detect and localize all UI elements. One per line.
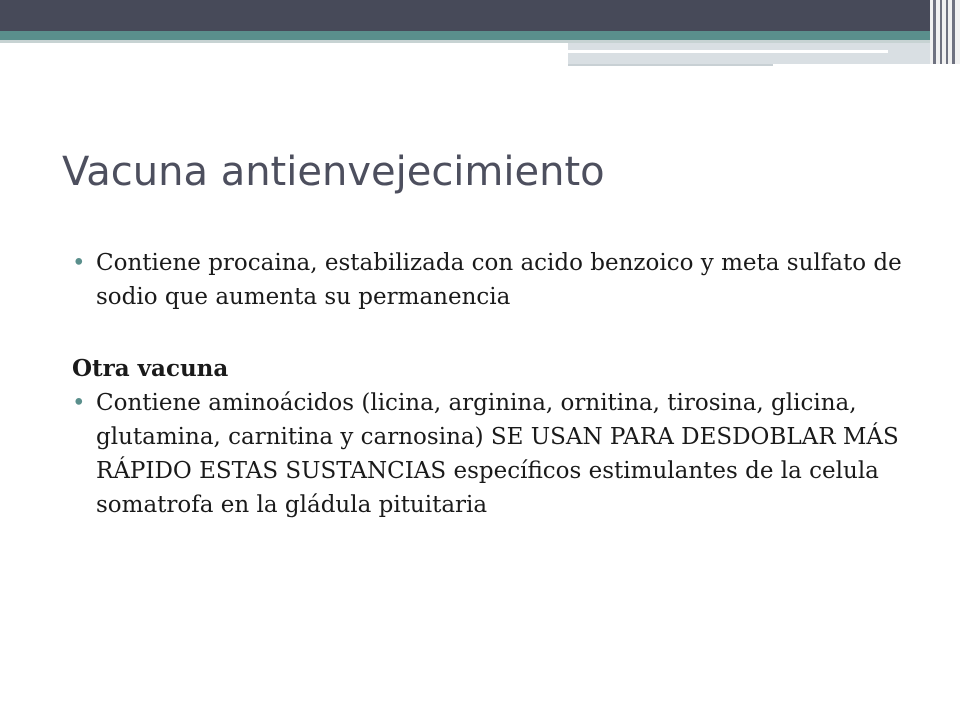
bullet-item bbox=[72, 246, 912, 314]
header-vertical-line bbox=[952, 0, 955, 64]
header-accent-block bbox=[568, 43, 930, 64]
slide-title: Vacuna antienvejecimiento bbox=[62, 149, 605, 195]
bullet-item bbox=[72, 386, 912, 522]
bullet-icon: • bbox=[72, 390, 86, 416]
header-teal-band bbox=[0, 31, 930, 40]
header-vertical-line bbox=[946, 0, 948, 64]
bullet-icon: • bbox=[72, 250, 86, 276]
bullet-text: Contiene procaina, estabilizada con acido benzoico y meta sulfato de sodio que aumenta su permanencia bbox=[96, 250, 902, 310]
subheading: Otra vacuna bbox=[72, 355, 229, 382]
header-accent-line bbox=[568, 50, 888, 53]
header-dark-band bbox=[0, 0, 960, 31]
spacer bbox=[72, 314, 912, 352]
header-vertical-line bbox=[940, 0, 942, 64]
header-vertical-line bbox=[933, 0, 936, 64]
bullet-text: Contiene aminoácidos (licina, arginina, ornitina, tirosina, glicina, glutamina, carnitina y carnosina) SE USAN PARA DESDOBLAR MÁS RÁPIDO ESTAS SUSTANCIAS específicos estimulantes de la celula somatrofa en la gládula pituitaria bbox=[96, 390, 899, 518]
header-under-line bbox=[568, 64, 773, 66]
slide-body bbox=[72, 246, 912, 522]
